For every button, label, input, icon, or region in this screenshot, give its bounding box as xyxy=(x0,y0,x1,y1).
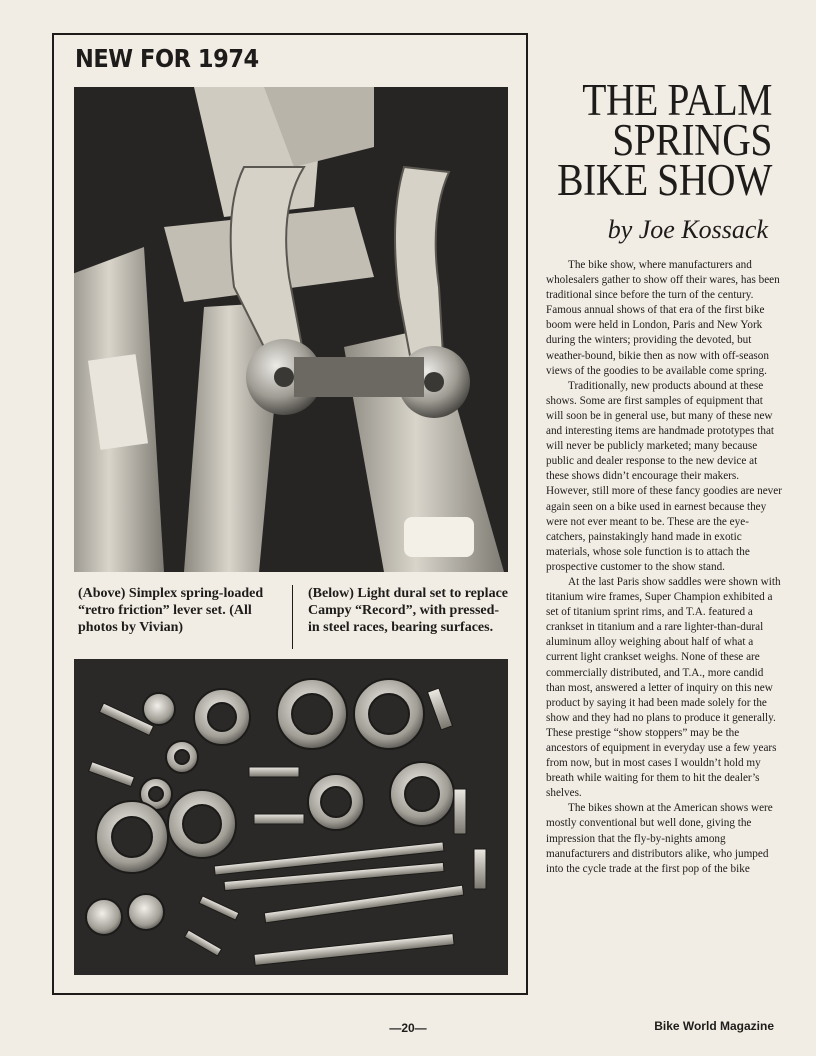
article-paragraph: Traditionally, new products abound at these shows. Some are first samples of equipment that will soon be in general use, but many of these new and interesting items are handmade prototypes that will never be publicly marketed; many because public and dealer response to the new device at these shows didn’t encourage their makers. However, still more of these fancy goodies are never again seen on a bike used in earnest because they were not ever meant to be. These are the eye-catchers, painstakingly hand made in exotic materials, whose sole function is to attach the prospective customer to the show stand. xyxy=(546,379,782,573)
caption-above: (Above) Simplex spring-loaded “retro friction” lever set. (All photos by Vivian) xyxy=(78,586,264,635)
article-body xyxy=(546,258,782,877)
feature-heading: NEW FOR 1974 xyxy=(75,44,259,73)
photo-shift-levers xyxy=(74,87,508,572)
caption-divider xyxy=(292,585,293,649)
caption-below: (Below) Light dural set to replace Campy “Record”, with pressed-in steel races, bearing surfaces. xyxy=(308,586,508,635)
headset-parts-photo-illustration xyxy=(74,659,508,975)
article-paragraph: The bike show, where manufacturers and wholesalers gather to show off their wares, has been traditional since before the turn of the century. Famous annual shows of that era of the first bike boom were held in London, Paris and New York during the winters; providing the devoted, but weather-bound, bikie then as now with off-season views of the goodies to be available come spring. xyxy=(546,259,780,377)
article-paragraph: The bikes shown at the American shows were mostly conventional but well done, giving the impression that the fly-by-nights among manufacturers and distributors alike, who jumped into the cycle trade at the first pop of the bike xyxy=(546,802,773,875)
photo-headset-parts xyxy=(74,659,508,975)
shift-lever-photo-illustration xyxy=(74,87,508,572)
article-title: THE PALM SPRINGS BIKE SHOW xyxy=(557,75,772,205)
article-paragraph: At the last Paris show saddles were shown with titanium wire frames, Super Champion exhibited a set of titanium sprint rims, and T.A. featured a crankset in titanium and a rare lighter-than-dural aluminum alloy weighing about half of what a current light crankset weighs. None of these are commercially distributed, and T.A., more candid than most, answered a letter of inquiry on this new product by saying it had been made solely for the show and they had no plans to produce it generally. These prestige “show stoppers” may be the ancestors of equipment in everyday use a few years from now, but in most cases I wouldn’t hold my breath while waiting for them to hit the dealer’s shelves. xyxy=(546,575,781,800)
article-byline: by Joe Kossack xyxy=(607,215,768,244)
magazine-name: Bike World Magazine xyxy=(654,1019,774,1033)
page-number: —20— xyxy=(389,1021,427,1035)
